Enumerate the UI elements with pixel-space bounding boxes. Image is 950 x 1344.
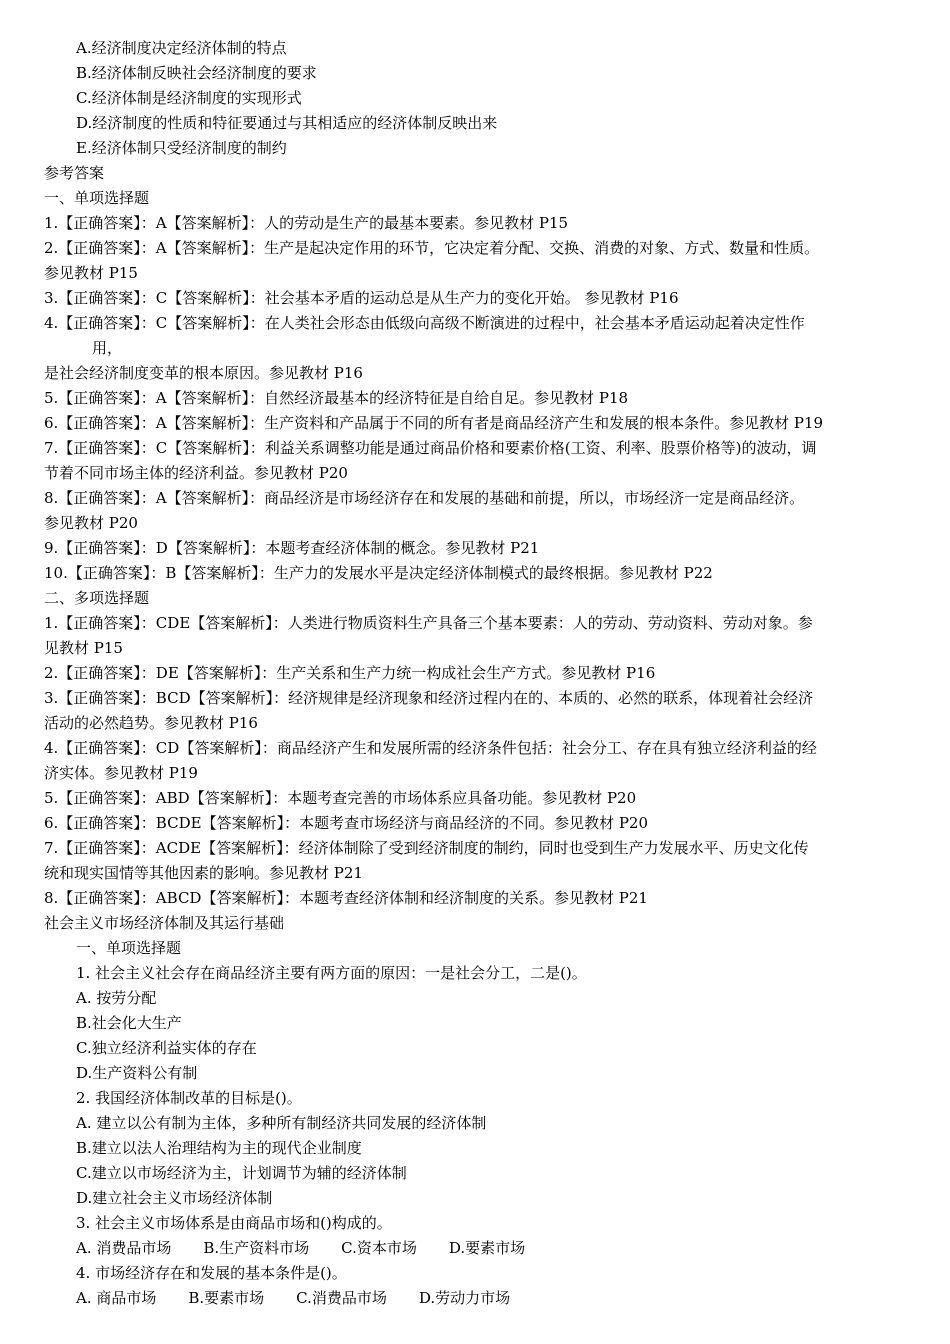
question-option: D.生产资料公有制	[76, 1064, 198, 1082]
question-option: A. 消费品市场	[76, 1239, 172, 1257]
answer-line: 1.【正确答案】：A【答案解析】：人的劳动是生产的最基本要素。参见教材 P15	[44, 214, 569, 232]
option-c: C.经济体制是经济制度的实现形式	[76, 89, 302, 107]
option-a: A.经济制度决定经济体制的特点	[76, 39, 287, 57]
question-option: D.建立社会主义市场经济体制	[76, 1189, 273, 1207]
answer-line: 2.【正确答案】：DE【答案解析】：生产关系和生产力统一构成社会生产方式。参见教材 P16	[44, 664, 656, 682]
question-options-row	[76, 1288, 542, 1308]
answer-line: 统和现实国情等其他因素的影响。参见教材 P21	[44, 864, 363, 882]
question-option: C.独立经济利益实体的存在	[76, 1039, 257, 1057]
option-d: D.经济制度的性质和特征要通过与其相适应的经济体制反映出来	[76, 114, 498, 132]
answer-line: 4.【正确答案】：C【答案解析】：在人类社会形态由低级向高级不断演进的过程中，社会基本矛盾运动起着决定性作	[44, 314, 805, 332]
answer-line: 参见教材 P20	[44, 514, 138, 532]
answer-line: 10.【正确答案】：B【答案解析】：生产力的发展水平是决定经济体制模式的最终根据。参见教材 P22	[44, 564, 713, 582]
answer-line: 活动的必然趋势。参见教材 P16	[44, 714, 258, 732]
answer-line: 8.【正确答案】：ABCD【答案解析】：本题考查经济体制和经济制度的关系。参见教材 P21	[44, 889, 648, 907]
question-option: B.社会化大生产	[76, 1014, 182, 1032]
multi-choice-heading: 二、多项选择题	[44, 589, 150, 607]
question-option: D.劳动力市场	[418, 1289, 511, 1307]
section-heading: 一、单项选择题	[76, 939, 182, 957]
option-e: E.经济体制只受经济制度的制约	[76, 139, 287, 157]
question-option: A. 商品市场	[76, 1289, 157, 1307]
answer-line: 3.【正确答案】：C【答案解析】：社会基本矛盾的运动总是从生产力的变化开始。 参见教材 P16	[44, 289, 679, 307]
answer-line: 5.【正确答案】：ABD【答案解析】：本题考查完善的市场体系应具备功能。参见教材 P20	[44, 789, 637, 807]
answer-line: 9.【正确答案】：D【答案解析】：本题考查经济体制的概念。参见教材 P21	[44, 539, 540, 557]
question-option: A. 按劳分配	[76, 989, 157, 1007]
question-stem: 3. 社会主义市场体系是由商品市场和()构成的。	[76, 1214, 392, 1232]
answer-line: 用，	[92, 339, 123, 357]
answer-line: 8.【正确答案】：A【答案解析】：商品经济是市场经济存在和发展的基础和前提，所以，市场经济一定是商品经济。	[44, 489, 805, 507]
answer-line: 2.【正确答案】：A【答案解析】：生产是起决定作用的环节，它决定着分配、交换、消费的对象、方式、数量和性质。	[44, 239, 820, 257]
answer-line: 是社会经济制度变革的根本原因。参见教材 P16	[44, 364, 363, 382]
answer-line: 5.【正确答案】：A【答案解析】：自然经济最基本的经济特征是自给自足。参见教材 P18	[44, 389, 629, 407]
question-option: B.要素市场	[188, 1289, 265, 1307]
question-stem: 4. 市场经济存在和发展的基本条件是()。	[76, 1264, 347, 1282]
answer-line: 4.【正确答案】：CD【答案解析】：商品经济产生和发展所需的经济条件包括：社会分工、存在具有独立经济利益的经	[44, 739, 817, 757]
question-option: B.建立以法人治理结构为主的现代企业制度	[76, 1139, 362, 1157]
single-choice-heading: 一、单项选择题	[44, 189, 150, 207]
question-option: C.建立以市场经济为主，计划调节为辅的经济体制	[76, 1164, 407, 1182]
option-b: B.经济体制反映社会经济制度的要求	[76, 64, 317, 82]
answer-line: 1.【正确答案】：CDE【答案解析】：人类进行物质资料生产具备三个基本要素：人的劳动、劳动资料、劳动对象。参	[44, 614, 813, 632]
question-option: A. 建立以公有制为主体，多种所有制经济共同发展的经济体制	[76, 1114, 487, 1132]
answer-line: 参见教材 P15	[44, 264, 138, 282]
question-stem: 1. 社会主义社会存在商品经济主要有两方面的原因：一是社会分工，二是()。	[76, 964, 587, 982]
question-option: C.消费品市场	[296, 1289, 387, 1307]
answer-line: 济实体。参见教材 P19	[44, 764, 198, 782]
chapter-title: 社会主义市场经济体制及其运行基础	[44, 914, 285, 932]
question-stem: 2. 我国经济体制改革的目标是()。	[76, 1089, 302, 1107]
answer-line: 见教材 P15	[44, 639, 123, 657]
answer-line: 节着不同市场主体的经济利益。参见教材 P20	[44, 464, 348, 482]
question-option: B.生产资料市场	[203, 1239, 310, 1257]
answer-line: 7.【正确答案】：C【答案解析】：利益关系调整功能是通过商品价格和要素价格(工资、利率、股票价格等)的波动，调	[44, 439, 817, 457]
question-options-row	[76, 1238, 557, 1258]
answer-line: 6.【正确答案】：BCDE【答案解析】：本题考查市场经济与商品经济的不同。参见教材 P20	[44, 814, 649, 832]
question-option: C.资本市场	[341, 1239, 417, 1257]
answers-heading: 参考答案	[44, 164, 105, 182]
answer-line: 3.【正确答案】：BCD【答案解析】：经济规律是经济现象和经济过程内在的、本质的、必然的联系，体现着社会经济	[44, 689, 814, 707]
question-option: D.要素市场	[448, 1239, 526, 1257]
answer-line: 7.【正确答案】：ACDE【答案解析】：经济体制除了受到经济制度的制约，同时也受到生产力发展水平、历史文化传	[44, 839, 809, 857]
answer-line: 6.【正确答案】：A【答案解析】：生产资料和产品属于不同的所有者是商品经济产生和发展的根本条件。参见教材 P19	[44, 414, 824, 432]
